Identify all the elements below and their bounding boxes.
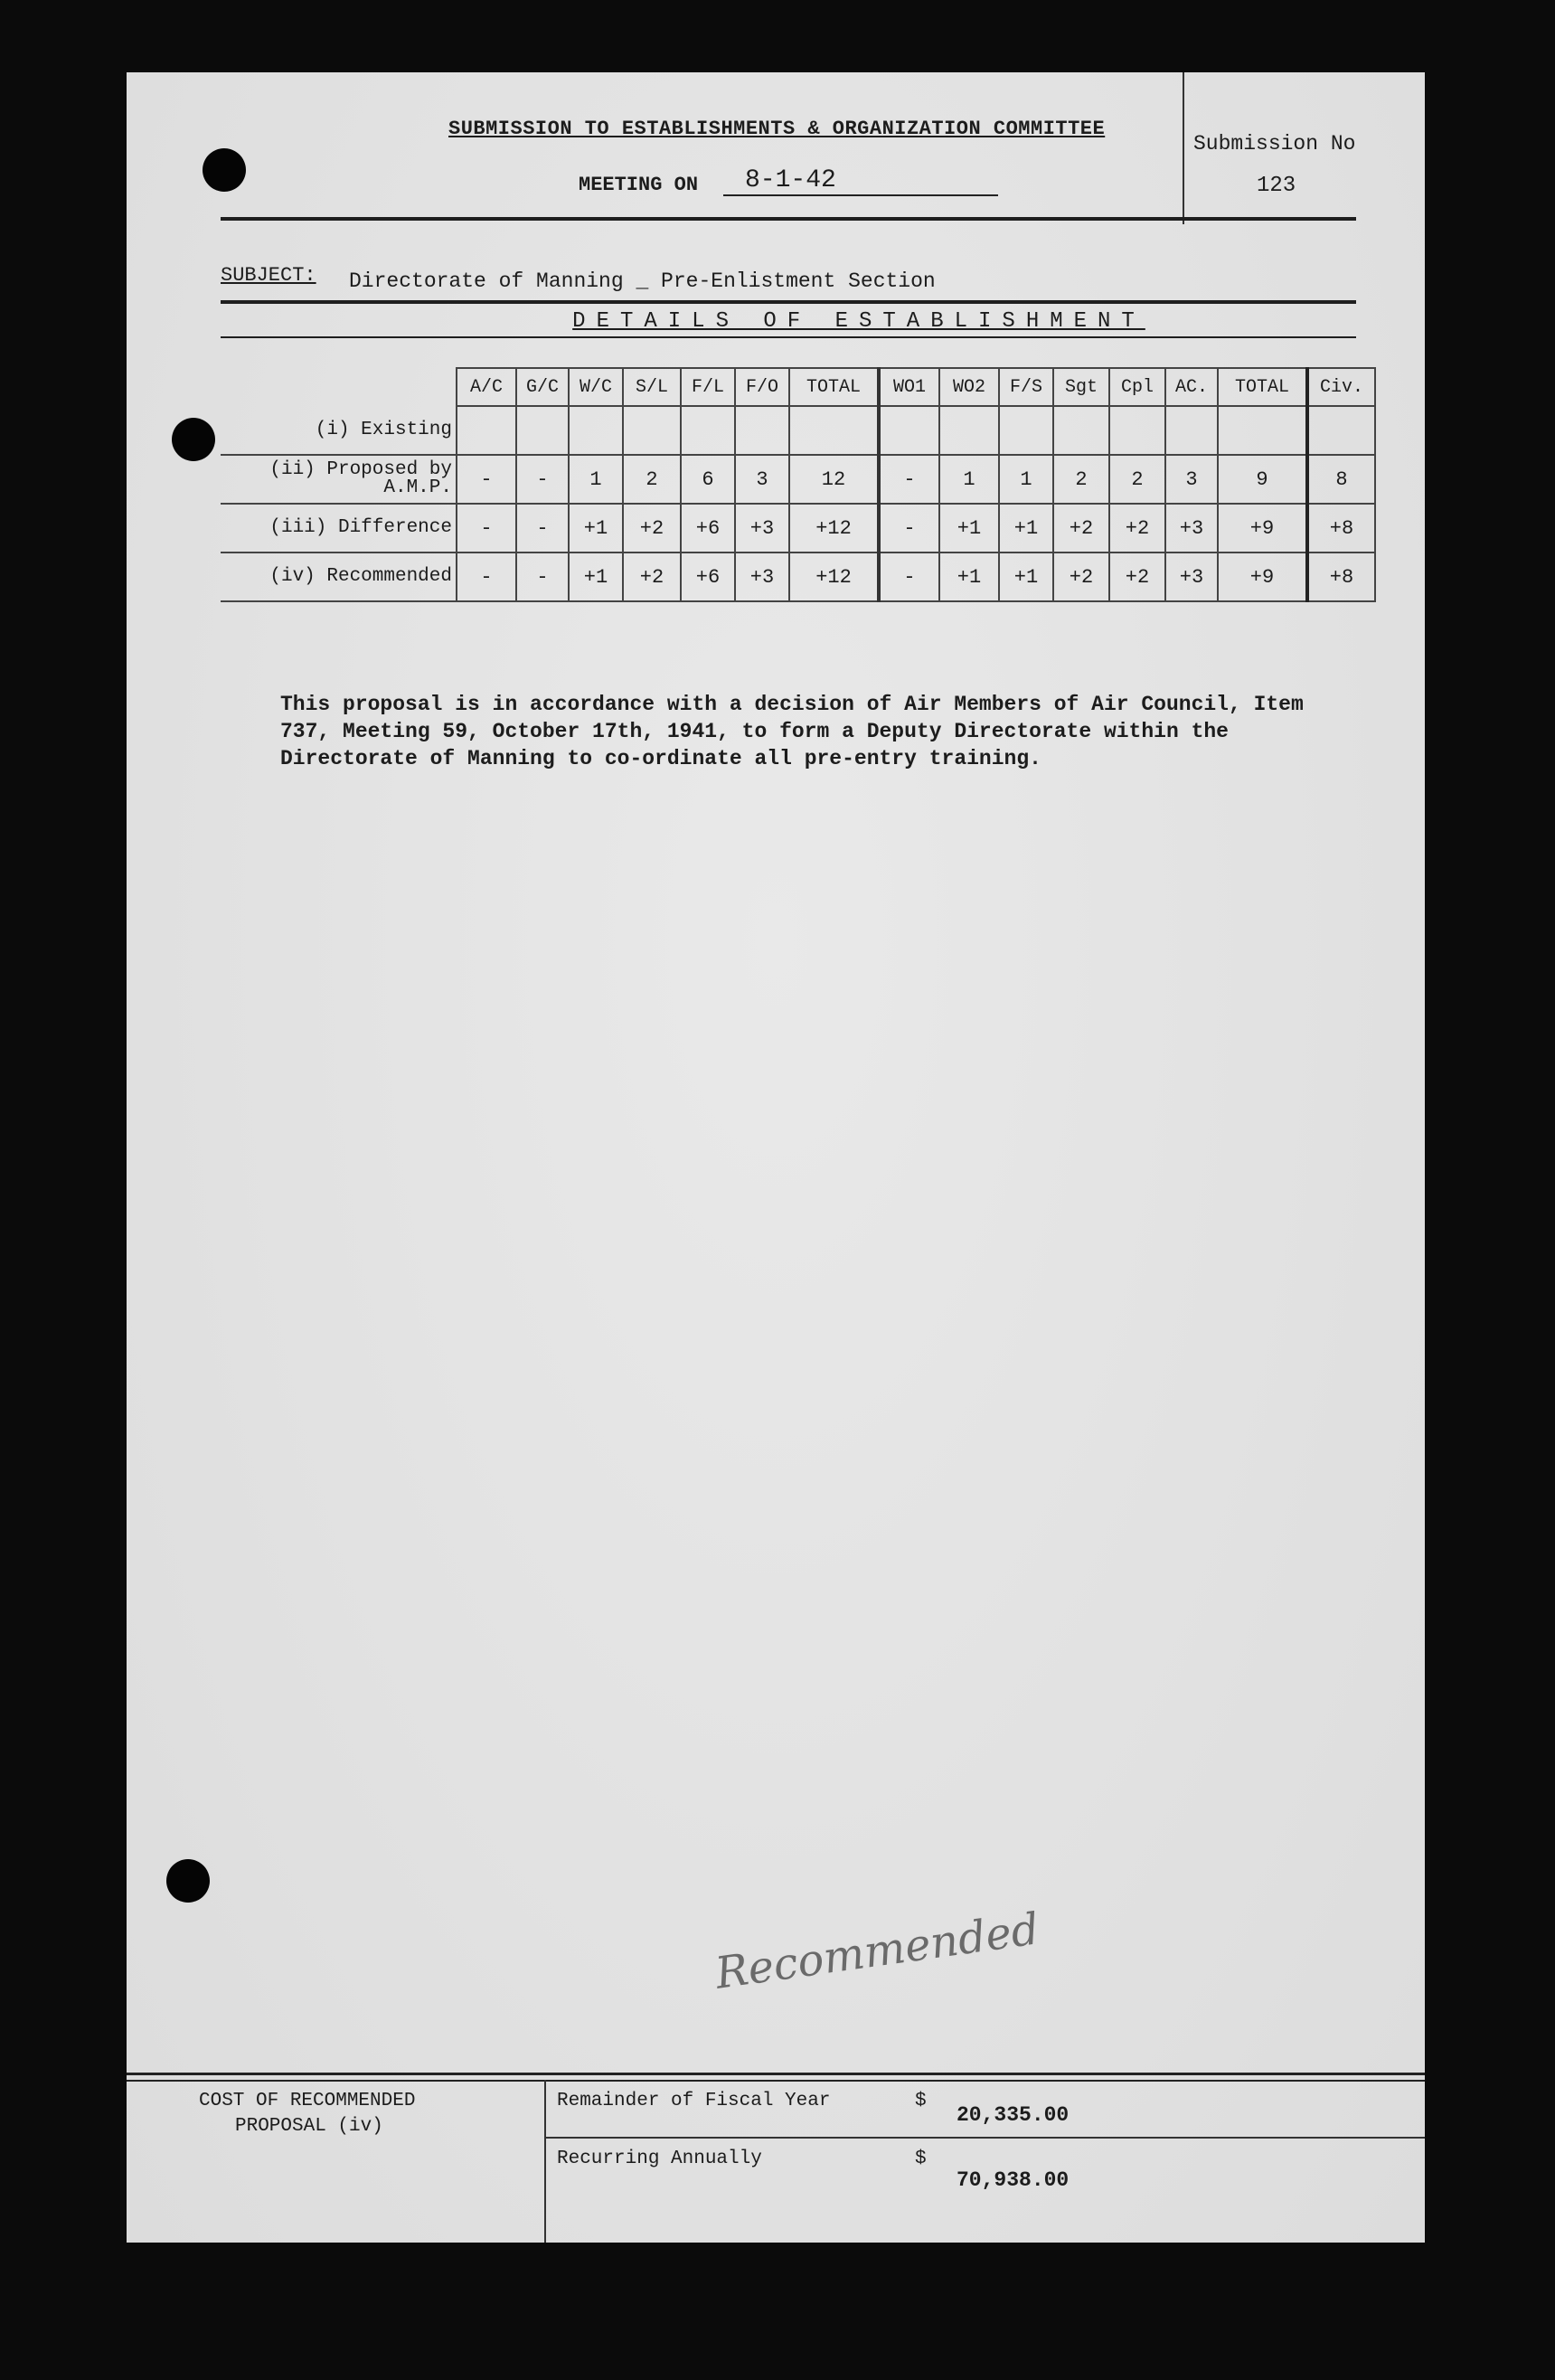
table-row-difference bbox=[221, 504, 1375, 552]
remainder-currency: $ bbox=[915, 2091, 927, 2111]
table-cell: 3 bbox=[735, 455, 789, 504]
table-cell bbox=[1218, 406, 1307, 455]
body-paragraph: This proposal is in accordance with a decision of Air Members of Air Council, Item 737, Meeting 59, October 17th, 1941, to form a Deputy Directorate within the Directorate of Manning to co-ordinate all pre-entry training. bbox=[280, 693, 1304, 770]
table-cell: +3 bbox=[1165, 552, 1218, 601]
cost-label-line2: PROPOSAL (iv) bbox=[235, 2116, 383, 2137]
table-cell: - bbox=[516, 455, 569, 504]
table-header-blank bbox=[221, 368, 457, 406]
table-cell: +1 bbox=[569, 504, 623, 552]
table-cell: - bbox=[457, 552, 516, 601]
table-header-cell: TOTAL bbox=[1218, 368, 1307, 406]
cost-label bbox=[199, 2089, 415, 2139]
table-cell: 2 bbox=[1109, 455, 1165, 504]
table-cell: 9 bbox=[1218, 455, 1307, 504]
table-cell: +8 bbox=[1307, 552, 1375, 601]
table-cell bbox=[999, 406, 1053, 455]
table-cell bbox=[1109, 406, 1165, 455]
submission-number: 123 bbox=[1257, 174, 1296, 198]
table-cell: 1 bbox=[999, 455, 1053, 504]
table-header-cell: F/O bbox=[735, 368, 789, 406]
table-header-cell: S/L bbox=[623, 368, 681, 406]
table-cell: 1 bbox=[569, 455, 623, 504]
row-label: (iv) Recommended bbox=[221, 552, 457, 601]
subject-text: Directorate of Manning _ Pre-Enlistment Section bbox=[349, 269, 936, 293]
table-cell: 6 bbox=[681, 455, 735, 504]
table-cell: 2 bbox=[623, 455, 681, 504]
table-cell: +3 bbox=[735, 504, 789, 552]
meeting-date: 8-1-42 bbox=[723, 166, 998, 196]
table-header-cell: Civ. bbox=[1307, 368, 1375, 406]
table-cell: - bbox=[879, 455, 939, 504]
document-page bbox=[127, 72, 1425, 2243]
details-title: DETAILS OF ESTABLISHMENT bbox=[572, 309, 1145, 334]
table-cell bbox=[735, 406, 789, 455]
table-cell: - bbox=[879, 504, 939, 552]
table-cell bbox=[1307, 406, 1375, 455]
table-header-cell: W/C bbox=[569, 368, 623, 406]
table-header-cell: Sgt bbox=[1053, 368, 1109, 406]
row-label: (i) Existing bbox=[221, 406, 457, 455]
table-cell: +1 bbox=[939, 504, 999, 552]
details-rule bbox=[221, 336, 1356, 338]
cost-rule-top bbox=[127, 2073, 1425, 2075]
table-header-cell: AC. bbox=[1165, 368, 1218, 406]
table-row-recommended bbox=[221, 552, 1375, 601]
table-cell bbox=[516, 406, 569, 455]
punch-hole-bottom bbox=[166, 1859, 210, 1903]
table-header-cell: WO1 bbox=[879, 368, 939, 406]
table-cell: +3 bbox=[1165, 504, 1218, 552]
table-cell: - bbox=[879, 552, 939, 601]
table-header-cell: F/S bbox=[999, 368, 1053, 406]
table-cell: +1 bbox=[939, 552, 999, 601]
table-header-cell: F/L bbox=[681, 368, 735, 406]
table-cell: +2 bbox=[1053, 552, 1109, 601]
table-header-row bbox=[221, 368, 1375, 406]
table-cell: 1 bbox=[939, 455, 999, 504]
table-cell: +1 bbox=[999, 504, 1053, 552]
table-row-existing bbox=[221, 406, 1375, 455]
table-cell: 8 bbox=[1307, 455, 1375, 504]
row-label: (iii) Difference bbox=[221, 504, 457, 552]
punch-hole-top bbox=[203, 148, 246, 192]
table-cell bbox=[939, 406, 999, 455]
punch-hole-middle bbox=[172, 418, 215, 461]
cost-label-line1: COST OF RECOMMENDED bbox=[199, 2091, 416, 2111]
table-cell: +3 bbox=[735, 552, 789, 601]
recurring-amount: 70,938.00 bbox=[957, 2168, 1070, 2192]
row-label: (ii) Proposed by A.M.P. bbox=[221, 455, 457, 504]
table-cell: +12 bbox=[789, 552, 879, 601]
header-rule bbox=[221, 217, 1356, 221]
table-cell: 2 bbox=[1053, 455, 1109, 504]
subject-rule bbox=[221, 300, 1356, 304]
table-cell: - bbox=[516, 504, 569, 552]
cost-rule-middle bbox=[544, 2137, 1425, 2139]
table-cell: +9 bbox=[1218, 552, 1307, 601]
table-cell: - bbox=[457, 455, 516, 504]
meeting-label: MEETING ON bbox=[579, 174, 699, 196]
table-cell bbox=[789, 406, 879, 455]
table-cell: +2 bbox=[1053, 504, 1109, 552]
recurring-label: Recurring Annually bbox=[557, 2149, 762, 2169]
handwritten-annotation: Recommended bbox=[712, 1903, 1042, 1999]
establishment-table bbox=[221, 367, 1376, 602]
table-cell: +2 bbox=[1109, 552, 1165, 601]
submission-label: Submission No bbox=[1193, 132, 1356, 156]
table-cell bbox=[457, 406, 516, 455]
remainder-amount: 20,335.00 bbox=[957, 2103, 1070, 2127]
table-cell: +8 bbox=[1307, 504, 1375, 552]
document-title: SUBMISSION TO ESTABLISHMENTS & ORGANIZATION COMMITTEE bbox=[448, 118, 1106, 140]
table-cell: +6 bbox=[681, 552, 735, 601]
table-header-cell: G/C bbox=[516, 368, 569, 406]
table-header-cell: Cpl bbox=[1109, 368, 1165, 406]
remainder-label: Remainder of Fiscal Year bbox=[557, 2091, 831, 2111]
table-header-cell: A/C bbox=[457, 368, 516, 406]
table-cell: - bbox=[516, 552, 569, 601]
table-cell bbox=[879, 406, 939, 455]
table-cell: - bbox=[457, 504, 516, 552]
table-cell: +12 bbox=[789, 504, 879, 552]
table-cell: +2 bbox=[1109, 504, 1165, 552]
table-row-proposed bbox=[221, 455, 1375, 504]
table-cell bbox=[623, 406, 681, 455]
table-header-cell: TOTAL bbox=[789, 368, 879, 406]
table-cell: +2 bbox=[623, 504, 681, 552]
recurring-currency: $ bbox=[915, 2149, 927, 2169]
table-cell bbox=[1053, 406, 1109, 455]
table-cell bbox=[1165, 406, 1218, 455]
table-cell: +1 bbox=[999, 552, 1053, 601]
cost-rule-top-2 bbox=[127, 2080, 1425, 2082]
table-header-cell: WO2 bbox=[939, 368, 999, 406]
submission-divider bbox=[1183, 72, 1184, 224]
subject-label: SUBJECT: bbox=[221, 264, 316, 287]
table-cell: +9 bbox=[1218, 504, 1307, 552]
table-cell: +1 bbox=[569, 552, 623, 601]
table-cell bbox=[569, 406, 623, 455]
table-cell: +6 bbox=[681, 504, 735, 552]
table-cell: +2 bbox=[623, 552, 681, 601]
table-cell: 3 bbox=[1165, 455, 1218, 504]
cost-divider bbox=[544, 2080, 546, 2243]
table-cell bbox=[681, 406, 735, 455]
table-cell: 12 bbox=[789, 455, 879, 504]
